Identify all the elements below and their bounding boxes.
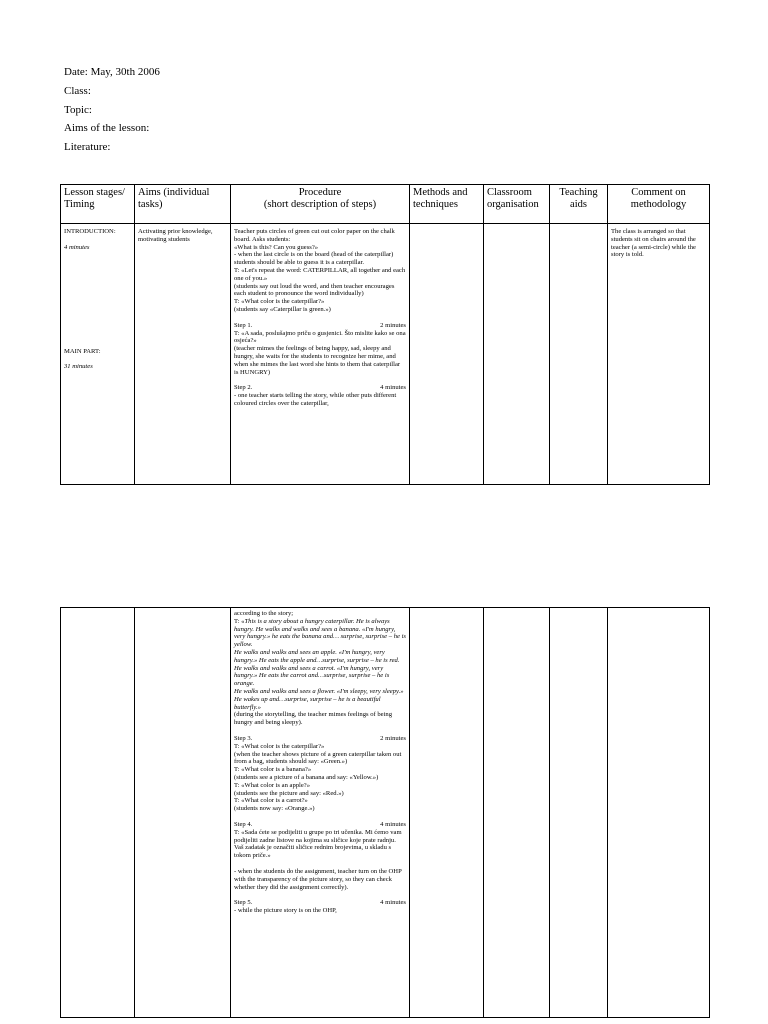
- procedure-line: «What is this? Can you guess?»: [234, 243, 319, 251]
- comment-cell: [608, 608, 710, 1018]
- header-stages: Lesson stages/ Timing: [61, 185, 135, 224]
- comment-text: The class is arranged so that students sit on chairs around the teacher (a semi-circle) while the story is told.: [611, 228, 696, 259]
- step-time: 2 minutes: [380, 734, 406, 742]
- stage-intro: INTRODUCTION:: [64, 228, 116, 235]
- procedure-line: (during the storytelling, the teacher mimes feelings of being hungry and being sleepy).: [234, 711, 393, 727]
- step-time: 4 minutes: [380, 820, 406, 828]
- step-header: [234, 384, 406, 392]
- story-line: He walks and walks and sees a carrot. «I'm hungry, very hungry.» He eats the carrot and…surprise, surprise – he is orange.: [234, 664, 390, 688]
- step-label: Step 4.: [234, 820, 253, 828]
- header-procedure-title: Procedure: [298, 187, 342, 198]
- procedure-line: T: «Let's repeat the word: CATERPILLAR, all together and each one of you.»: [234, 266, 406, 282]
- table-row: [61, 224, 710, 485]
- lesson-plan-table-page2: [60, 607, 710, 1018]
- procedure-line: T: «Sada ćete se podijeliti u grupe po tri učenika. Mi ćemo vam podijeliti zadne listove na kojima su sličice koje prate radnju. Vaš zadatak je označiti sličice rednim brojevima, u skladu s tokom priče.»: [234, 828, 402, 860]
- procedure-line: - one teacher starts telling the story, while other puts different coloured circles over the caterpillar,: [234, 392, 397, 407]
- literature-line: Literature:: [64, 141, 111, 154]
- procedure-line: T: «What color is a banana?»: [234, 766, 312, 774]
- aims-text: Activating prior knowledge, motivating students: [138, 228, 213, 243]
- header-aids: Teaching aids: [550, 185, 608, 224]
- procedure-line: T: «What color is the caterpillar?»: [234, 298, 325, 306]
- step-time: 4 minutes: [380, 384, 406, 392]
- lesson-header: [64, 63, 160, 157]
- header-methods: Methods and techniques: [410, 185, 484, 224]
- procedure-line: (when the teacher shows picture of a green caterpillar taken out from a bag, students should say: «Green.»): [234, 750, 402, 766]
- class-line: Class:: [64, 84, 91, 97]
- table-header-row: [61, 185, 710, 224]
- procedure-intro: [234, 228, 406, 314]
- header-comment: Comment on methodology: [608, 185, 710, 224]
- stages-cell: [61, 224, 135, 485]
- table-row: [61, 608, 710, 1018]
- aims-cell: [135, 608, 231, 1018]
- procedure-cell: [231, 224, 410, 485]
- story-block: [234, 618, 406, 649]
- procedure-line: (students see a picture of a banana and say: «Yellow.»): [234, 773, 379, 781]
- stage-main: MAIN PART:: [64, 347, 101, 355]
- procedure-line: (students now say: «Orange.»): [234, 805, 315, 813]
- procedure-line: T: «A sada, poslušajmo priču o gusjenici. Što mislite kako se ona osjeća?»: [234, 329, 406, 345]
- step-time: 2 minutes: [380, 321, 406, 329]
- procedure-line: T: «What color is a carrot?»: [234, 797, 308, 805]
- story-intro: T: «: [234, 617, 245, 625]
- procedure-line: - when the students do the assignment, teacher turn on the OHP with the transparency of the picture story, so they can check whether they did the assignment correctly).: [234, 867, 402, 891]
- topic-line: Topic:: [64, 103, 92, 116]
- methods-cell: [410, 224, 484, 485]
- procedure-line: - when the last circle is on the board (head of the caterpillar) students should be able to guess it is a caterpillar.: [234, 251, 394, 267]
- stage-main-time: 31 minutes: [64, 363, 93, 371]
- step-header: [234, 899, 406, 907]
- step-header: [234, 821, 406, 829]
- header-procedure-sub: (short description of steps): [263, 198, 377, 210]
- step-label: Step 3.: [234, 734, 253, 742]
- procedure-line: (students see the picture and say: «Red.»): [234, 789, 344, 797]
- aids-cell: [550, 608, 608, 1018]
- story-line: This is a story about a hungry caterpillar. He is always hungry. He walks and walks and sees a banana. «I'm hungry, very hungry.» he eats the banana and… surprise, surprise – he is yellow.: [234, 617, 406, 649]
- procedure-line: T: «What color is an apple?»: [234, 781, 311, 789]
- step-label: Step 2.: [234, 384, 253, 392]
- lesson-plan-table-page1: [60, 184, 710, 485]
- date-line: Date: May, 30th 2006: [64, 66, 160, 78]
- step-time: 4 minutes: [380, 899, 406, 907]
- header-classroom: Classroom organisation: [484, 185, 550, 224]
- procedure-cell: [231, 608, 410, 1018]
- aims-cell: [135, 224, 231, 485]
- procedure-line: according to the story;: [234, 610, 294, 617]
- methods-cell: [410, 608, 484, 1018]
- procedure-line: (teacher mimes the feelings of being happy, sad, sleepy and hungry, she waits for the students to recognize her mime, and when she mimes the last word she hints to them that caterpillar is HUNGRY): [234, 345, 401, 376]
- header-aims: Aims (individual tasks): [135, 185, 231, 224]
- header-procedure: [231, 185, 410, 224]
- aids-cell: [550, 224, 608, 485]
- stage-intro-time: 4 minutes: [64, 243, 90, 251]
- procedure-line: - while the picture story is on the OHP,: [234, 907, 337, 915]
- procedure-line: (students say out loud the word, and then teacher encourages each student to pronounce the word individually): [234, 282, 395, 298]
- step-header: [234, 322, 406, 330]
- classroom-cell: [484, 224, 550, 485]
- stages-cell: [61, 608, 135, 1018]
- classroom-cell: [484, 608, 550, 1018]
- story-line: He walks and walks and sees an apple. «I'm hungry, very hungry.» He eats the apple and…surprise, surprise – he is red.: [234, 648, 400, 664]
- procedure-line: T: «What color is the caterpillar?»: [234, 742, 325, 750]
- aims-line: Aims of the lesson:: [64, 122, 150, 135]
- procedure-line: Teacher puts circles of green cut out color paper on the chalk board. Asks students:: [234, 228, 395, 243]
- step-header: [234, 735, 406, 743]
- comment-cell: [608, 224, 710, 485]
- step-label: Step 5.: [234, 899, 253, 907]
- procedure-line: (students say «Caterpillar is green.»): [234, 305, 331, 313]
- step-label: Step 1.: [234, 321, 253, 329]
- story-line: He walks and walks and sees a flower. «I'm sleepy, very sleepy.» He wakes up and…surprise, surprise – he is a beautiful butterfly.»: [234, 687, 404, 711]
